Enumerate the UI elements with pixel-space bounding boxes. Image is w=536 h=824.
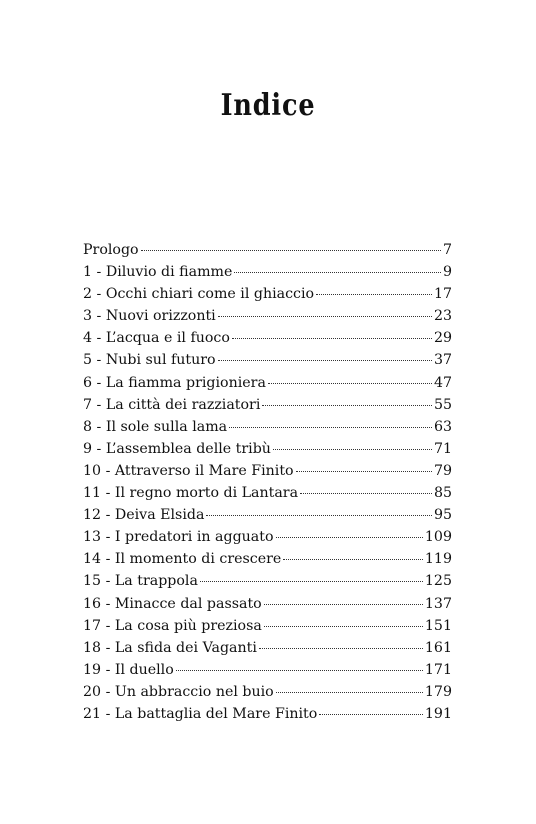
toc-entry-page: 119: [424, 551, 452, 568]
toc-entry-page: 23: [433, 308, 452, 325]
toc-entry: [83, 397, 452, 419]
toc-entry-title: 20 - Un abbraccio nel buio: [83, 683, 274, 700]
toc-entry-page: 125: [424, 573, 452, 590]
dot-leader: [319, 714, 423, 715]
toc-entry-title: 17 - La cosa più preziosa: [83, 617, 262, 634]
toc-entry-title: 2 - Occhi chiari come il ghiaccio: [83, 286, 315, 303]
dot-leader: [262, 405, 432, 406]
dot-leader: [264, 604, 423, 605]
toc-entry-title: 3 - Nuovi orizzonti: [83, 308, 216, 325]
toc-entry-page: 37: [433, 352, 452, 369]
toc-entry: [83, 551, 452, 573]
toc-entry-title: 16 - Minacce dal passato: [83, 595, 262, 612]
toc-entry-page: 55: [433, 396, 452, 413]
toc-entry-page: 137: [424, 595, 452, 612]
toc-entry-page: 95: [433, 507, 452, 524]
dot-leader: [296, 471, 432, 472]
toc-entry: [83, 441, 452, 463]
toc-entry: [83, 662, 452, 684]
toc-entry-title: 13 - I predatori in agguato: [83, 529, 274, 546]
toc-entry-title: 19 - Il duello: [83, 661, 174, 678]
dot-leader: [218, 316, 432, 317]
toc-entry-title: 14 - Il momento di crescere: [83, 551, 282, 568]
dot-leader: [276, 692, 423, 693]
dot-leader: [141, 250, 441, 251]
dot-leader: [264, 626, 423, 627]
dot-leader: [229, 427, 432, 428]
toc-entry: [83, 463, 452, 485]
toc-entry: [83, 529, 452, 551]
toc-entry: [83, 264, 452, 286]
dot-leader: [200, 581, 423, 582]
dot-leader: [232, 338, 432, 339]
toc-entry-page: 71: [433, 440, 452, 457]
toc-entry-page: 85: [433, 485, 452, 502]
toc-entry-title: 4 - L’acqua e il fuoco: [83, 330, 230, 347]
toc-entry-page: 191: [424, 705, 452, 722]
toc-entry-title: 11 - Il regno morto di Lantara: [83, 485, 299, 502]
toc-entry-page: 151: [424, 617, 452, 634]
toc-entry-page: 9: [442, 264, 452, 281]
toc-entry-title: 18 - La sfida dei Vaganti: [83, 639, 257, 656]
toc-entry-title: 15 - La trappola: [83, 573, 198, 590]
toc-entry: [83, 330, 452, 352]
toc-entry-page: 171: [424, 661, 452, 678]
toc-entry-page: 17: [433, 286, 452, 303]
toc-entry-title: 5 - Nubi sul futuro: [83, 352, 216, 369]
dot-leader: [234, 272, 441, 273]
toc-entry: [83, 352, 452, 374]
toc-entry: [83, 640, 452, 662]
toc-entry-title: 9 - L’assemblea delle tribù: [83, 440, 271, 457]
dot-leader: [316, 294, 432, 295]
toc-entry: [83, 286, 452, 308]
toc-entry: [83, 485, 452, 507]
toc-entry: [83, 706, 452, 728]
dot-leader: [273, 449, 432, 450]
toc-entry: [83, 507, 452, 529]
toc-entry-title: 6 - La fiamma prigioniera: [83, 374, 266, 391]
toc-entry-page: 47: [433, 374, 452, 391]
toc-entry-page: 109: [424, 529, 452, 546]
dot-leader: [300, 493, 432, 494]
toc-entry-page: 179: [424, 683, 452, 700]
toc-entry-page: 63: [433, 418, 452, 435]
toc-entry: [83, 242, 452, 264]
toc-entry: [83, 308, 452, 330]
toc-entry-title: 12 - Deiva Elsida: [83, 507, 205, 524]
toc-entry: [83, 573, 452, 595]
table-of-contents: [83, 242, 452, 728]
toc-entry: [83, 684, 452, 706]
dot-leader: [283, 559, 423, 560]
dot-leader: [176, 670, 423, 671]
toc-entry-title: 8 - Il sole sulla lama: [83, 418, 228, 435]
toc-entry-page: 161: [424, 639, 452, 656]
toc-entry: [83, 375, 452, 397]
dot-leader: [268, 383, 432, 384]
toc-entry: [83, 618, 452, 640]
toc-entry-page: 29: [433, 330, 452, 347]
dot-leader: [276, 537, 423, 538]
toc-entry-title: 7 - La città dei razziatori: [83, 396, 261, 413]
dot-leader: [206, 515, 432, 516]
toc-entry-title: 10 - Attraverso il Mare Finito: [83, 462, 294, 479]
page-title: Indice: [220, 88, 316, 124]
dot-leader: [259, 648, 423, 649]
toc-entry-page: 7: [442, 242, 452, 258]
toc-entry-title: Prologo: [83, 242, 139, 258]
toc-entry-title: 21 - La battaglia del Mare Finito: [83, 705, 318, 722]
dot-leader: [218, 360, 432, 361]
toc-entry-page: 79: [433, 462, 452, 479]
toc-entry: [83, 419, 452, 441]
toc-entry: [83, 596, 452, 618]
toc-entry-title: 1 - Diluvio di fiamme: [83, 264, 233, 281]
